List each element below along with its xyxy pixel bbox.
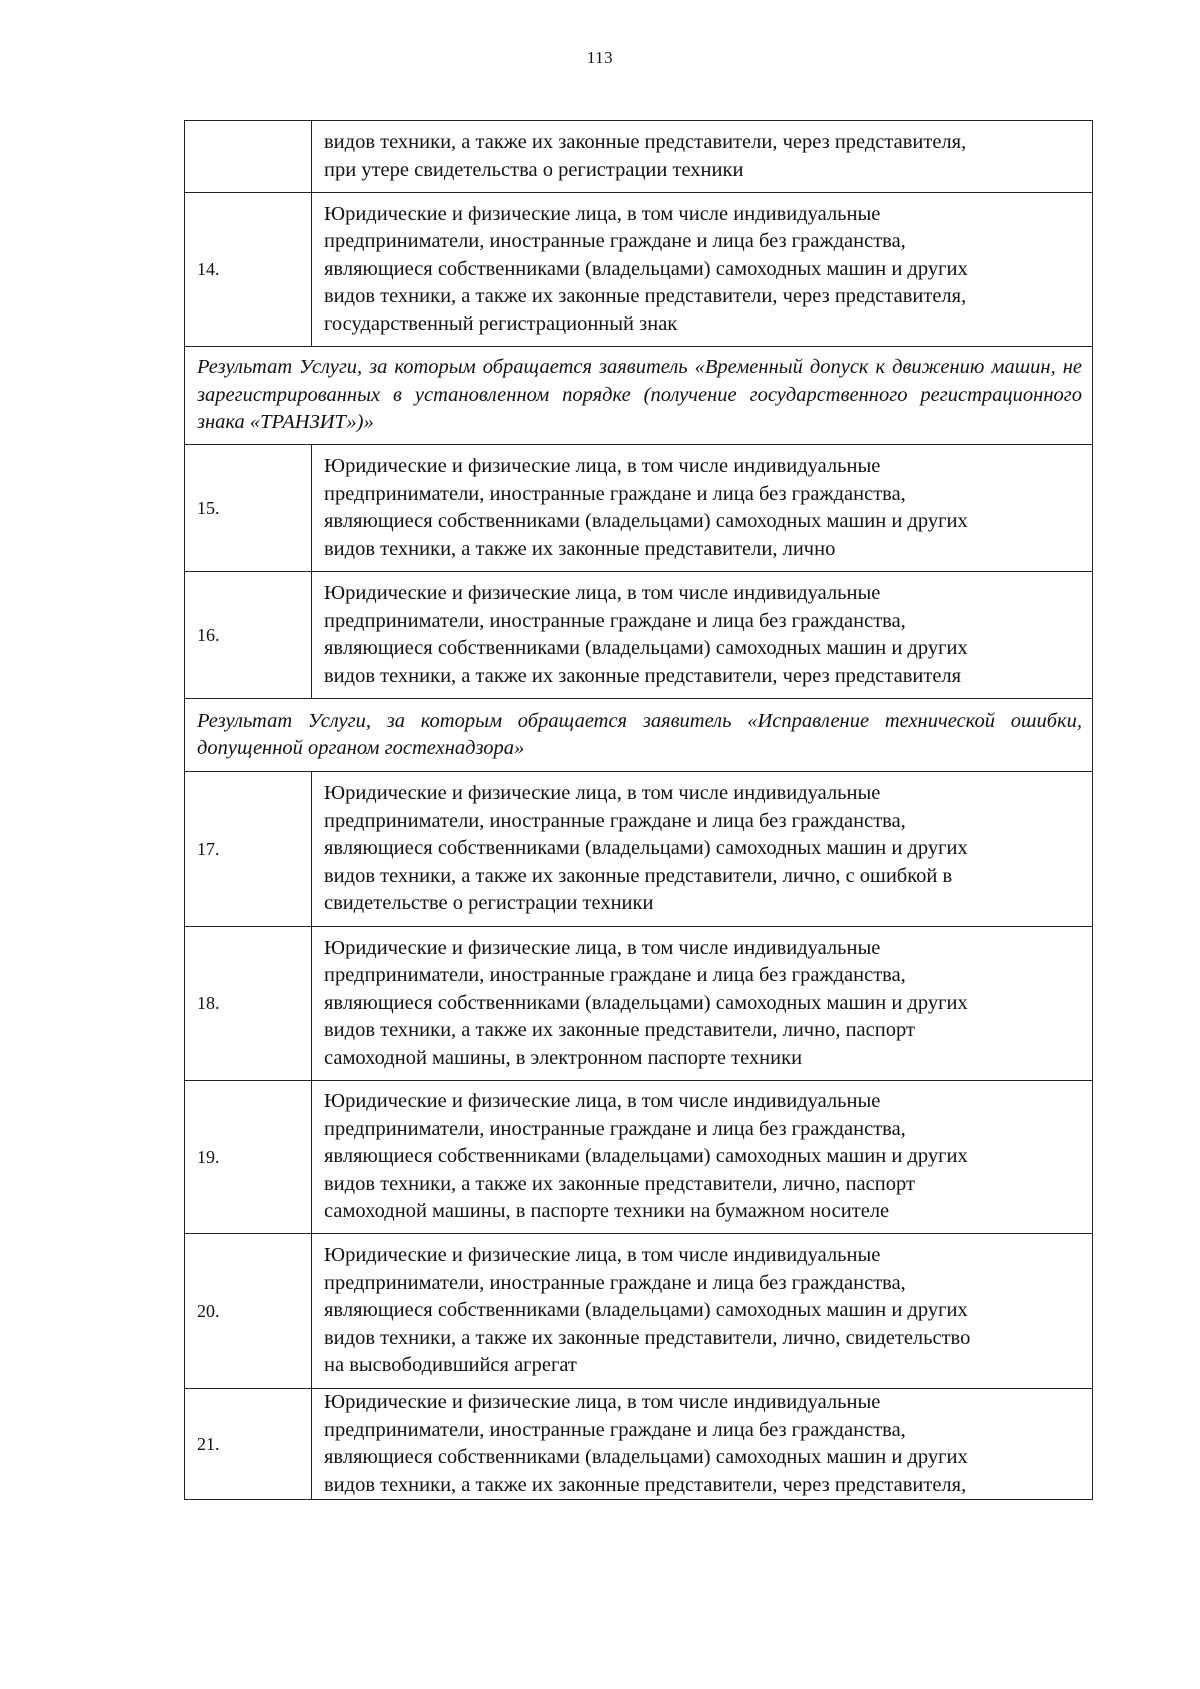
row-number: 20. <box>185 1234 312 1389</box>
row-number: 21. <box>185 1389 312 1500</box>
description-line: свидетельстве о регистрации техники <box>324 892 654 915</box>
row-description <box>312 193 1093 347</box>
table-row <box>185 572 1093 699</box>
description-line: видов техники, а также их законные представители, лично, с ошибкой в <box>324 864 953 887</box>
description-line: Юридические и физические лица, в том числе индивидуальные <box>324 582 881 604</box>
description-line: на высвободившийся агрегат <box>324 1354 577 1377</box>
row-number: 14. <box>185 193 312 347</box>
table-row <box>185 927 1093 1081</box>
section-heading: Результат Услуги, за которым обращается заявитель «Исправление технической ошибки, допущенной органом гостехнадзора» <box>185 699 1093 772</box>
description-line: при утере свидетельства о регистрации техники <box>324 158 744 181</box>
row-description <box>312 1234 1093 1389</box>
description-line: Юридические и физические лица, в том числе индивидуальные <box>324 1391 881 1413</box>
description-line: Юридические и физические лица, в том числе индивидуальные <box>324 455 881 477</box>
description-line: являющиеся собственниками (владельцами) самоходных машин и других <box>324 510 968 532</box>
description-line: являющиеся собственниками (владельцами) самоходных машин и других <box>324 1299 968 1322</box>
description-line: предприниматели, иностранные граждане и лица без гражданства, <box>324 964 906 987</box>
row-number: 19. <box>185 1081 312 1234</box>
row-description <box>312 1389 1093 1500</box>
description-line: предприниматели, иностранные граждане и лица без гражданства, <box>324 482 906 505</box>
description-line: являющиеся собственниками (владельцами) самоходных машин и других <box>324 837 968 860</box>
description-line: предприниматели, иностранные граждане и лица без гражданства, <box>324 609 906 632</box>
description-line: предприниматели, иностранные граждане и лица без гражданства, <box>324 1117 906 1140</box>
description-line: предприниматели, иностранные граждане и лица без гражданства, <box>324 809 906 832</box>
description-line: самоходной машины, в паспорте техники на бумажном носителе <box>324 1200 890 1223</box>
row-description <box>312 121 1093 193</box>
description-line: видов техники, а также их законные представители, через представителя <box>324 664 962 687</box>
table-row <box>185 772 1093 927</box>
description-line: Юридические и физические лица, в том числе индивидуальные <box>324 1090 881 1113</box>
description-line: видов техники, а также их законные представители, лично <box>324 537 836 560</box>
table-row <box>185 445 1093 572</box>
row-number <box>185 121 312 193</box>
description-line: являющиеся собственниками (владельцами) самоходных машин и других <box>324 991 968 1014</box>
row-description <box>312 772 1093 927</box>
description-line: являющиеся собственниками (владельцами) самоходных машин и других <box>324 1145 968 1168</box>
description-line: видов техники, а также их законные представители, лично, паспорт <box>324 1019 915 1042</box>
row-description <box>312 572 1093 699</box>
description-line: являющиеся собственниками (владельцами) самоходных машин и других <box>324 257 968 280</box>
description-line: предприниматели, иностранные граждане и лица без гражданства, <box>324 1418 906 1441</box>
description-line: самоходной машины, в электронном паспорте техники <box>324 1046 803 1069</box>
row-description <box>312 1081 1093 1234</box>
description-line: Юридические и физические лица, в том числе индивидуальные <box>324 1244 881 1267</box>
section-heading: Результат Услуги, за которым обращается заявитель «Временный допуск к движению машин, не зарегистрированных в установленном порядке (получение государственного регистрационного знака «ТРАНЗИТ»)» <box>185 347 1093 445</box>
description-line: являющиеся собственниками (владельцами) самоходных машин и других <box>324 1446 968 1468</box>
description-line: Юридические и физические лица, в том числе индивидуальные <box>324 202 881 225</box>
description-line: видов техники, а также их законные представители, через представителя, <box>324 1473 967 1496</box>
row-number: 16. <box>185 572 312 699</box>
description-line: предприниматели, иностранные граждане и лица без гражданства, <box>324 230 906 253</box>
table-row <box>185 193 1093 347</box>
description-line: Юридические и физические лица, в том числе индивидуальные <box>324 936 881 959</box>
section-header-row <box>185 699 1093 772</box>
description-line: видов техники, а также их законные представители, лично, паспорт <box>324 1172 915 1195</box>
row-description <box>312 927 1093 1081</box>
description-line: предприниматели, иностранные граждане и лица без гражданства, <box>324 1271 906 1294</box>
page-number: 113 <box>586 48 614 67</box>
description-line: являющиеся собственниками (владельцами) самоходных машин и других <box>324 637 968 659</box>
description-line: Юридические и физические лица, в том числе индивидуальные <box>324 782 881 805</box>
description-line: видов техники, а также их законные представители, через представителя, <box>324 285 967 308</box>
description-line: видов техники, а также их законные представители, лично, свидетельство <box>324 1326 971 1349</box>
row-number: 17. <box>185 772 312 927</box>
table-row <box>185 1389 1093 1500</box>
table-row <box>185 1234 1093 1389</box>
row-description <box>312 445 1093 572</box>
row-number: 15. <box>185 445 312 572</box>
table-row <box>185 121 1093 193</box>
table-row <box>185 1081 1093 1234</box>
description-line: государственный регистрационный знак <box>324 312 678 335</box>
applicants-table <box>184 120 1093 1500</box>
row-number: 18. <box>185 927 312 1081</box>
description-line: видов техники, а также их законные представители, через представителя, <box>324 131 967 153</box>
section-header-row <box>185 347 1093 445</box>
